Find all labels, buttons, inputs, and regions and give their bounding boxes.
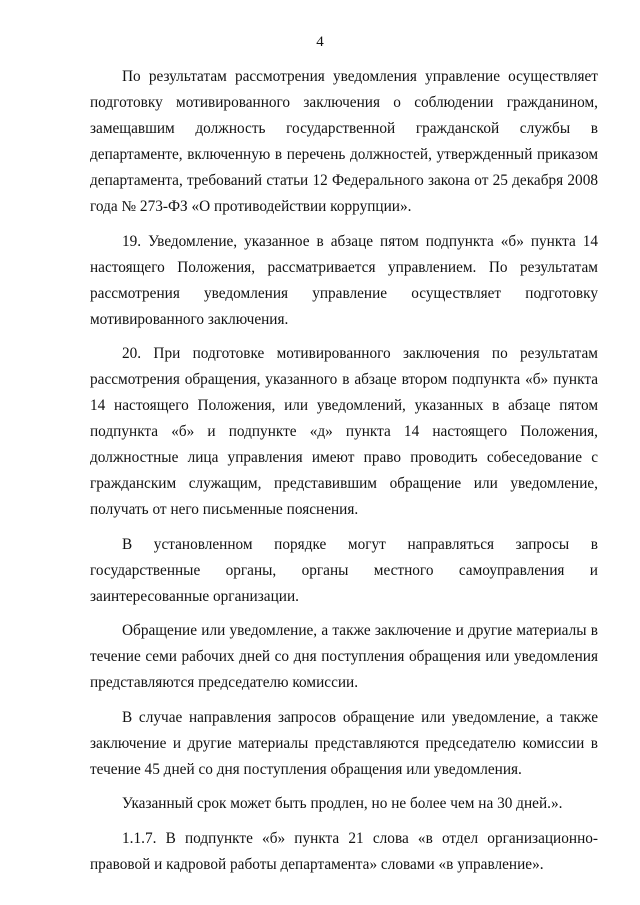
paragraph-item-1-1-7: 1.1.7. В подпункте «б» пункта 21 слова «в отдел организационно-правовой и кадровой работы департамента» словами «в управление».	[90, 829, 598, 873]
paragraph-45-days: В случае направления запросов обращение или уведомление, а также заключение и другие материалы представляются председателю комиссии в течение 45 дней со дня поступления обращения или уведомления.	[90, 708, 598, 778]
paragraph-conclusion-preparation: По результатам рассмотрения уведомления управление осуществляет подготовку мотивированного заключения о соблюдении гражданином, замещавшим должность государственной гражданской службы в департаменте, включенную в перечень должностей, утвержденный приказом департамента, требований статьи 12 Федерального закона от 25 декабря 2008 года № 273-ФЗ «О противодействии коррупции».	[90, 68, 598, 215]
paragraph-requests: В установленном порядке могут направляться запросы в государственные органы, органы местного самоуправления и заинтересованные организации.	[90, 535, 598, 605]
paragraph-item-20: 20. При подготовке мотивированного заключения по результатам рассмотрения обращения, указанного в абзаце втором подпункта «б» пункта 14 настоящего Положения, или уведомлений, указанных в абзаце пятом подпункта «б» и подпункте «д» пункта 14 настоящего Положения, должностные лица управления имеют право проводить собеседование с гражданским служащим, представившим обращение или уведомление, получать от него письменные пояснения.	[90, 345, 598, 518]
document-body	[90, 64, 598, 886]
paragraph-submission-deadline: Обращение или уведомление, а также заключение и другие материалы в течение семи рабочих дней со дня поступления обращения или уведомления представляются председателю комиссии.	[90, 622, 598, 691]
page-number: 4	[316, 34, 324, 50]
paragraph-item-19: 19. Уведомление, указанное в абзаце пятом подпункта «б» пункта 14 настоящего Положения, рассматривается управлением. По результатам рассмотрения уведомления управление осуществляет подготовку мотивированного заключения.	[90, 232, 598, 328]
paragraph-extension: Указанный срок может быть продлен, но не более чем на 30 дней.».	[122, 795, 563, 812]
